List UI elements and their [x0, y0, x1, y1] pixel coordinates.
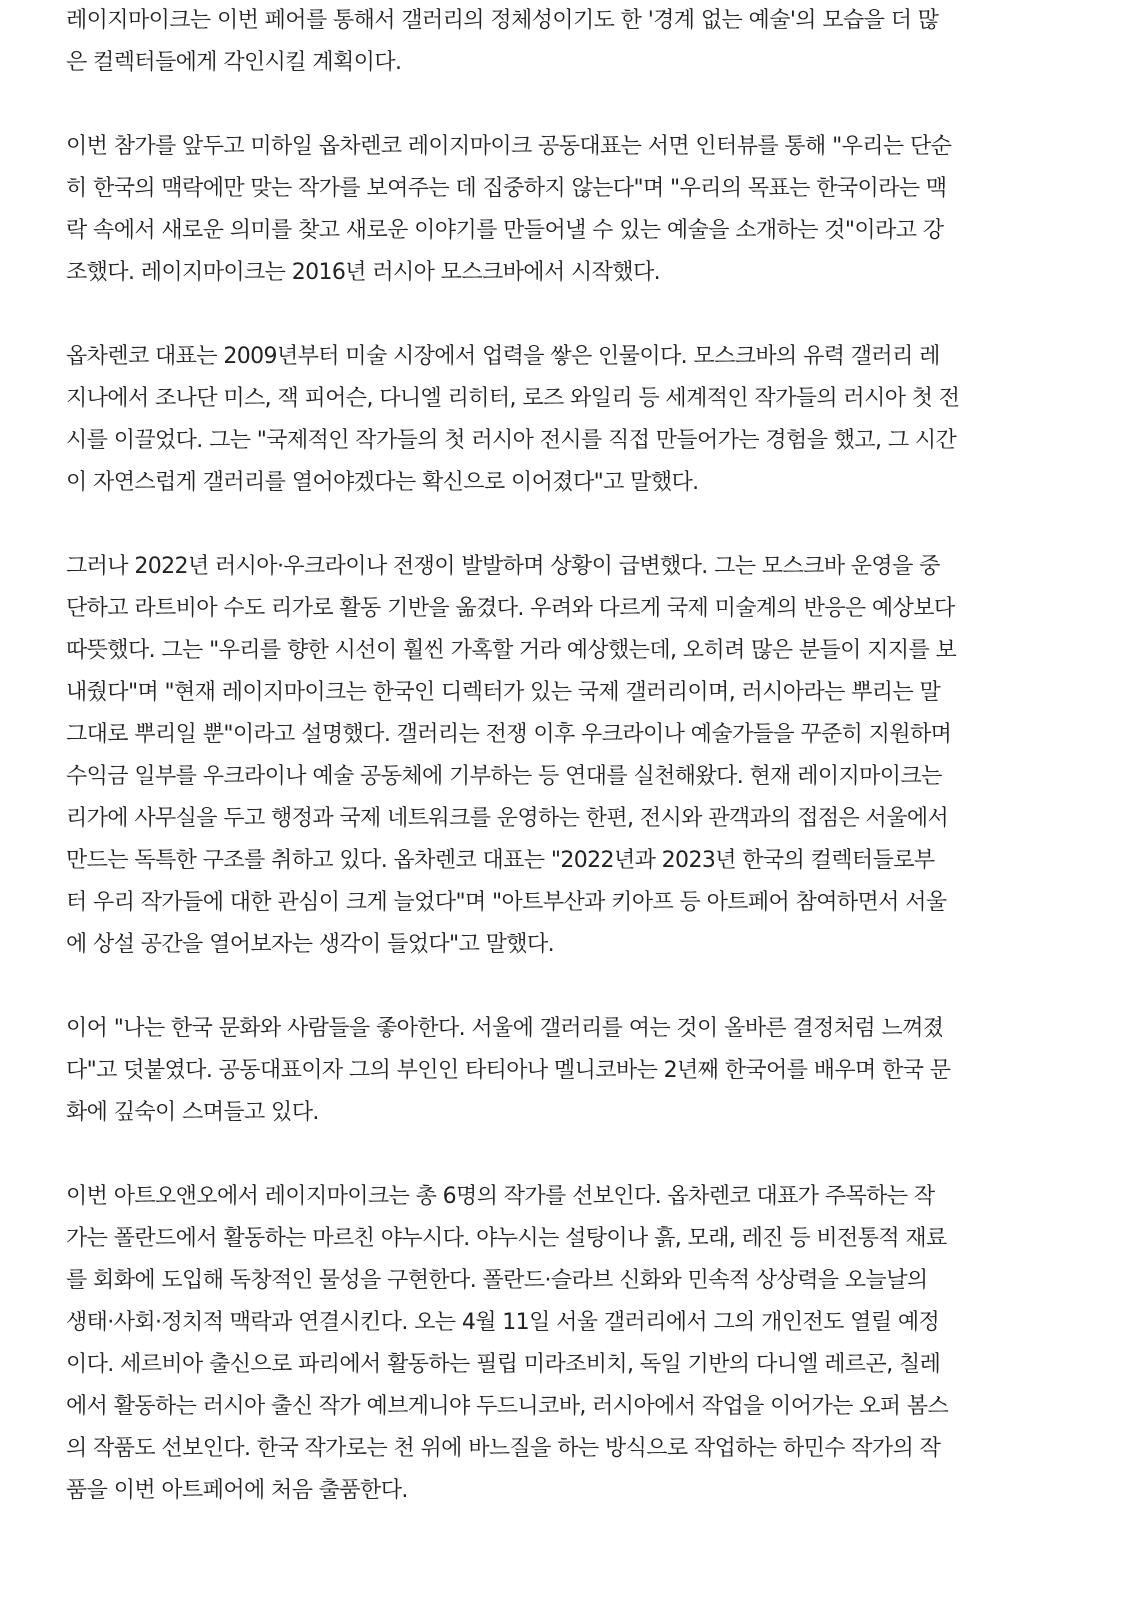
- paragraph: [66, 0, 1056, 84]
- text-line: 만드는 독특한 구조를 취하고 있다. 옵차렌코 대표는 "2022년과 2023년 한국의 컬렉터들로부: [66, 848, 935, 873]
- text-line: 지나에서 조나단 미스, 잭 피어슨, 다니엘 리히터, 로즈 와일리 등 세계적인 작가들의 러시아 첫 전: [66, 386, 960, 411]
- text-line: 은 컬렉터들에게 각인시킬 계획이다.: [66, 50, 402, 75]
- paragraph-gap: [66, 84, 1056, 126]
- text-line: 단하고 라트비아 수도 리가로 활동 기반을 옮겼다. 우려와 다르게 국제 미술계의 반응은 예상보다: [66, 596, 955, 621]
- text-line: 히 한국의 맥락에만 맞는 작가를 보여주는 데 집중하지 않는다"며 "우리의 목표는 한국이라는 맥: [66, 176, 947, 201]
- text-line: 이번 참가를 앞두고 미하일 옵차렌코 레이지마이크 공동대표는 서면 인터뷰를 통해 "우리는 단순: [66, 134, 952, 159]
- text-line: 내줬다"며 "현재 레이지마이크는 한국인 디렉터가 있는 국제 갤러리이며, 러시아라는 뿌리는 말: [66, 680, 941, 705]
- text-line: 따뜻했다. 그는 "우리를 향한 시선이 훨씬 가혹할 거라 예상했는데, 오히려 많은 분들이 지지를 보: [66, 638, 957, 663]
- text-line: 그대로 뿌리일 뿐"이라고 설명했다. 갤러리는 전쟁 이후 우크라이나 예술가들을 꾸준히 지원하며: [66, 722, 952, 747]
- text-line: 옵차렌코 대표는 2009년부터 미술 시장에서 업력을 쌓은 인물이다. 모스크바의 유력 갤러리 레: [66, 344, 940, 369]
- paragraph: [66, 126, 1056, 294]
- text-line: 이다. 세르비아 출신으로 파리에서 활동하는 필립 미라조비치, 독일 기반의 다니엘 레르곤, 칠레: [66, 1352, 941, 1377]
- text-line: 다"고 덧붙였다. 공동대표이자 그의 부인인 타티아나 멜니코바는 2년째 한국어를 배우며 한국 문: [66, 1058, 951, 1083]
- paragraph-gap: [66, 966, 1056, 1008]
- text-line: 가는 폴란드에서 활동하는 마르친 야누시다. 야누시는 설탕이나 흙, 모래, 레진 등 비전통적 재료: [66, 1226, 947, 1251]
- text-line: 에서 활동하는 러시아 출신 작가 예브게니야 두드니코바, 러시아에서 작업을 이어가는 오퍼 봄스: [66, 1394, 949, 1419]
- text-line: 조했다. 레이지마이크는 2016년 러시아 모스크바에서 시작했다.: [66, 260, 660, 285]
- text-line: 락 속에서 새로운 의미를 찾고 새로운 이야기를 만들어낼 수 있는 예술을 소개하는 것"이라고 강: [66, 218, 944, 243]
- text-line: 에 상설 공간을 열어보자는 생각이 들었다"고 말했다.: [66, 932, 554, 957]
- text-line: 를 회화에 도입해 독창적인 물성을 구현한다. 폴란드·슬라브 신화와 민속적 상상력을 오늘날의: [66, 1268, 928, 1293]
- paragraph-gap: [66, 504, 1056, 546]
- text-line: 생태·사회·정치적 맥락과 연결시킨다. 오는 4월 11일 서울 갤러리에서 그의 개인전도 열릴 예정: [66, 1310, 940, 1335]
- text-line: 의 작품도 선보인다. 한국 작가로는 천 위에 바느질을 하는 방식으로 작업하는 하민수 작가의 작: [66, 1436, 941, 1461]
- text-line: 품을 이번 아트페어에 처음 출품한다.: [66, 1478, 408, 1503]
- text-line: 이어 "나는 한국 문화와 사람들을 좋아한다. 서울에 갤러리를 여는 것이 올바른 결정처럼 느껴졌: [66, 1016, 944, 1041]
- paragraph-gap: [66, 294, 1056, 336]
- text-line: 그러나 2022년 러시아·우크라이나 전쟁이 발발하며 상황이 급변했다. 그는 모스크바 운영을 중: [66, 554, 940, 579]
- text-line: 시를 이끌었다. 그는 "국제적인 작가들의 첫 러시아 전시를 직접 만들어가는 경험을 했고, 그 시간: [66, 428, 957, 453]
- paragraph-gap: [66, 1134, 1056, 1176]
- article-body: [66, 0, 1056, 1512]
- paragraph: [66, 336, 1056, 504]
- text-line: 이번 아트오앤오에서 레이지마이크는 총 6명의 작가를 선보인다. 옵차렌코 대표가 주목하는 작: [66, 1184, 935, 1209]
- paragraph: [66, 1176, 1056, 1512]
- text-line: 레이지마이크는 이번 페어를 통해서 갤러리의 정체성이기도 한 '경계 없는 예술'의 모습을 더 많: [66, 8, 939, 33]
- text-line: 수익금 일부를 우크라이나 예술 공동체에 기부하는 등 연대를 실천해왔다. 현재 레이지마이크는: [66, 764, 942, 789]
- text-line: 터 우리 작가들에 대한 관심이 크게 늘었다"며 "아트부산과 키아프 등 아트페어 참여하면서 서울: [66, 890, 947, 915]
- paragraph: [66, 546, 1056, 966]
- text-line: 이 자연스럽게 갤러리를 열어야겠다는 확신으로 이어졌다"고 말했다.: [66, 470, 699, 495]
- text-line: 화에 깊숙이 스며들고 있다.: [66, 1100, 319, 1125]
- paragraph: [66, 1008, 1056, 1134]
- text-line: 리가에 사무실을 두고 행정과 국제 네트워크를 운영하는 한편, 전시와 관객과의 접점은 서울에서: [66, 806, 949, 831]
